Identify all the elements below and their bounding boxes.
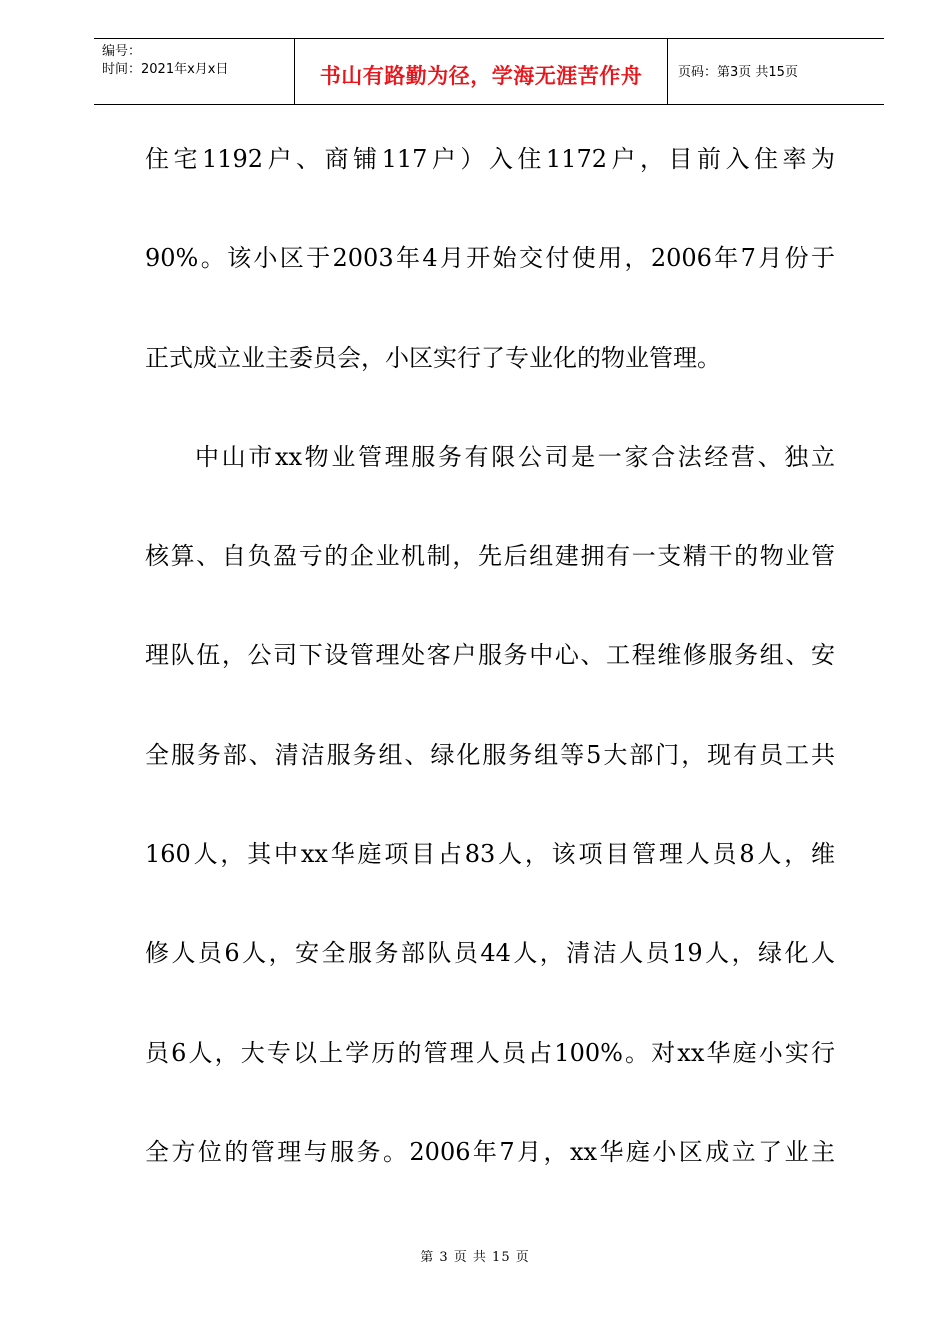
text-line: 修人员6人，安全服务部队员44人，清洁人员19人，绿化人 bbox=[145, 939, 835, 968]
header-motto-cell bbox=[295, 39, 668, 104]
header-meta-cell bbox=[94, 39, 295, 104]
document-date: 时间：2021年x月x日 bbox=[102, 62, 229, 77]
text-line: 正式成立业主委员会，小区实行了专业化的物业管理。 bbox=[145, 343, 721, 372]
text-line: 全方位的管理与服务。2006年7月，xx华庭小区成立了业主 bbox=[145, 1137, 835, 1166]
text-line: 员6人，大专以上学历的管理人员占100%。对xx华庭小实行 bbox=[145, 1038, 835, 1067]
page-footer: 第 3 页 共 15 页 bbox=[420, 1250, 530, 1265]
text-line: 理队伍，公司下设管理处客户服务中心、工程维修服务组、安 bbox=[145, 641, 835, 670]
text-line: 核算、自负盈亏的企业机制，先后组建拥有一支精干的物业管 bbox=[145, 542, 835, 571]
text-line: 全服务部、清洁服务组、绿化服务组等5大部门，现有员工共 bbox=[145, 740, 835, 769]
text-line: 中山市xx物业管理服务有限公司是一家合法经营、独立 bbox=[195, 442, 835, 471]
text-line: 90%。该小区于2003年4月开始交付使用，2006年7月份于 bbox=[145, 244, 835, 273]
text-line: 160人，其中xx华庭项目占83人，该项目管理人员8人，维 bbox=[145, 840, 835, 869]
page-header bbox=[94, 38, 884, 105]
header-page-cell bbox=[668, 39, 884, 104]
header-page-info: 页码：第3页 共15页 bbox=[678, 65, 798, 80]
document-code-label: 编号： bbox=[102, 44, 142, 59]
text-line: 住宅1192户、商铺117户）入住1172户，目前入住率为 bbox=[145, 145, 835, 173]
header-motto: 书山有路勤为径，学海无涯苦作舟 bbox=[319, 64, 643, 88]
body-text bbox=[145, 130, 835, 1222]
